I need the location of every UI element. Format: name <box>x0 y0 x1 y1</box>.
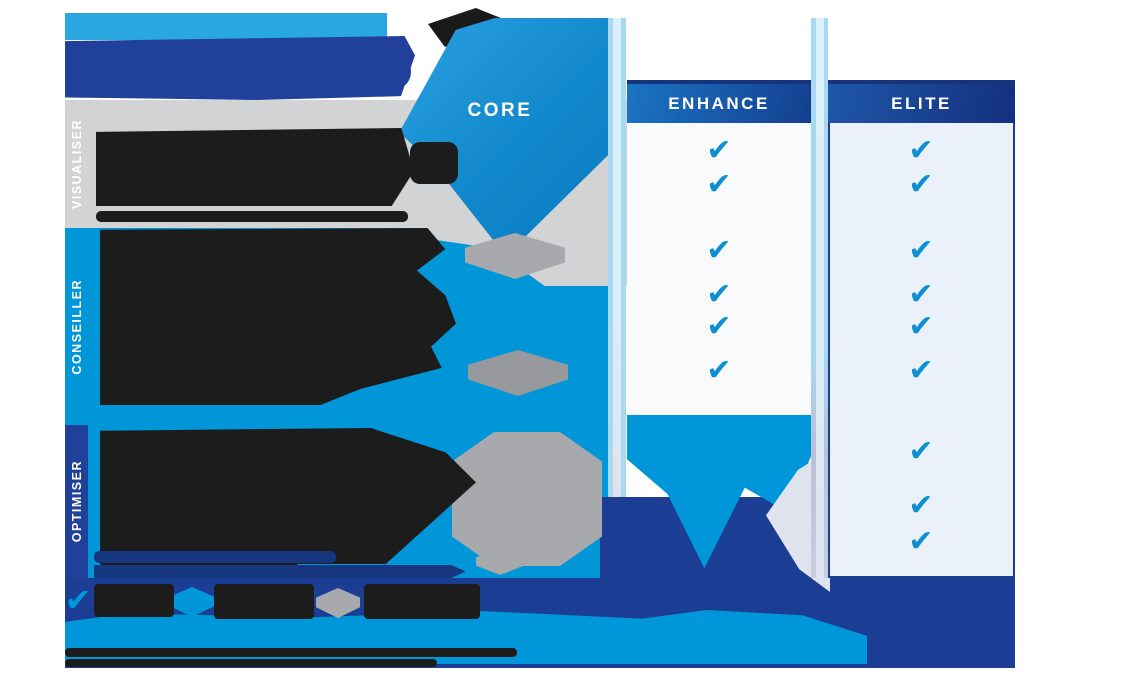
check-icon-enhance: ✔ <box>706 233 732 268</box>
note-line-2 <box>94 565 466 578</box>
feature-line-visualiser <box>96 211 408 222</box>
check-icon-enhance: ✔ <box>706 277 732 312</box>
feature-text-visualiser <box>96 128 414 206</box>
column-header-core: CORE <box>467 100 533 121</box>
legend-label-2 <box>214 584 314 619</box>
column-header-elite <box>828 80 1015 123</box>
check-icon-elite: ✔ <box>908 488 934 523</box>
feature-text-visualiser-2 <box>410 142 458 184</box>
note-line-1 <box>94 551 336 563</box>
section-label-conseiller: CONSEILLER <box>69 278 84 375</box>
check-icon-enhance: ✔ <box>706 133 732 168</box>
legend-label-1 <box>94 584 174 617</box>
logo-accent-band <box>65 13 387 40</box>
footnote-line-1 <box>65 648 517 657</box>
check-icon-elite: ✔ <box>908 524 934 559</box>
legend-check-icon: ✔ <box>64 581 92 619</box>
check-icon-elite: ✔ <box>908 309 934 344</box>
check-icon-enhance: ✔ <box>706 309 732 344</box>
check-icon-elite: ✔ <box>908 133 934 168</box>
check-icon-enhance: ✔ <box>706 353 732 388</box>
legend-label-3 <box>364 584 480 619</box>
section-label-optimiser: OPTIMISER <box>69 460 84 543</box>
section-label-visualiser: VISUALISER <box>69 118 84 209</box>
check-icon-elite: ✔ <box>908 353 934 388</box>
column-separator-2 <box>811 18 828 578</box>
gray-blob-optimiser <box>452 432 602 566</box>
check-icon-elite: ✔ <box>908 167 934 202</box>
check-icon-elite: ✔ <box>908 233 934 268</box>
check-icon-elite: ✔ <box>908 277 934 312</box>
footnote-line-2 <box>65 659 437 667</box>
column-header-enhance <box>627 80 811 123</box>
enhance-label: ENHANCE <box>668 93 770 113</box>
check-icon-elite: ✔ <box>908 434 934 469</box>
wordmark-blob <box>65 36 415 100</box>
column-separator-1 <box>608 18 626 497</box>
wordmark-dot <box>383 56 411 88</box>
elite-label: ELITE <box>891 93 952 113</box>
check-icon-enhance: ✔ <box>706 167 732 202</box>
